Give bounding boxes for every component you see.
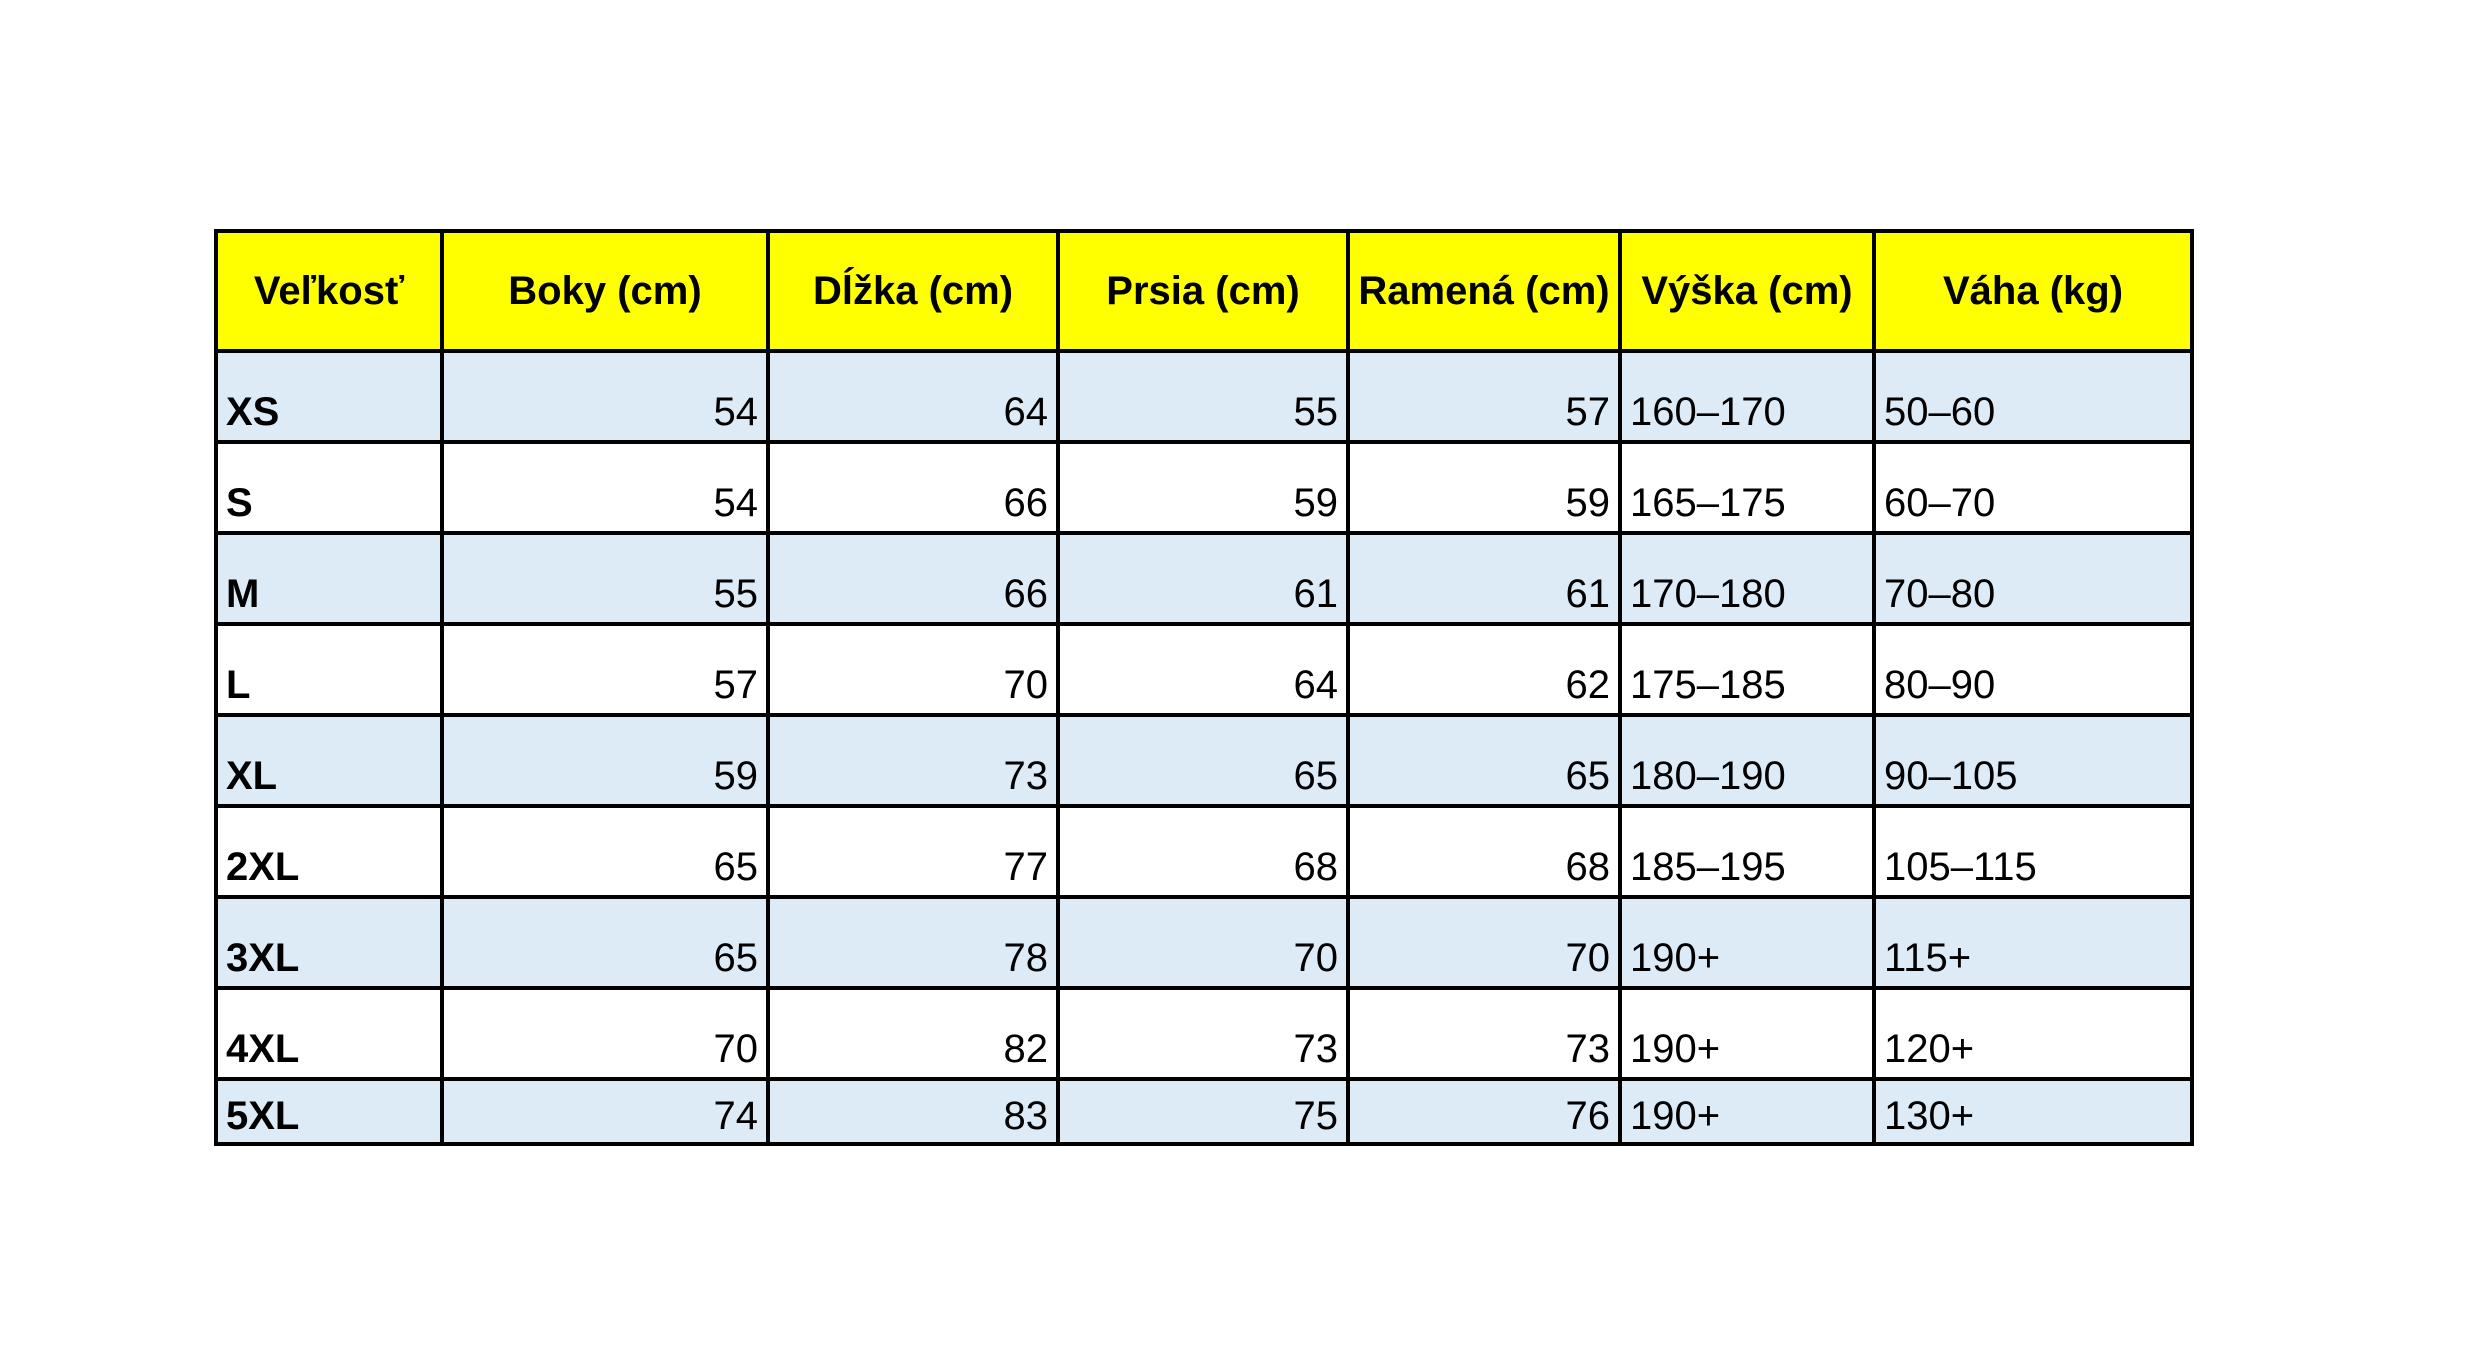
hips-cell: 54	[442, 442, 768, 533]
shoulders-cell: 61	[1348, 533, 1620, 624]
hips-cell: 57	[442, 624, 768, 715]
header-chest: Prsia (cm)	[1058, 231, 1348, 351]
length-cell: 73	[768, 715, 1058, 806]
hips-cell: 70	[442, 988, 768, 1079]
length-cell: 64	[768, 351, 1058, 442]
header-row	[216, 231, 2192, 351]
chest-cell: 68	[1058, 806, 1348, 897]
height-cell: 170–180	[1620, 533, 1874, 624]
size-cell: L	[216, 624, 442, 715]
header-height: Výška (cm)	[1620, 231, 1874, 351]
size-cell: 5XL	[216, 1079, 442, 1144]
shoulders-cell: 73	[1348, 988, 1620, 1079]
height-cell: 175–185	[1620, 624, 1874, 715]
table-row	[216, 442, 2192, 533]
height-cell: 190+	[1620, 897, 1874, 988]
weight-cell: 115+	[1874, 897, 2192, 988]
chest-cell: 61	[1058, 533, 1348, 624]
table-row	[216, 715, 2192, 806]
hips-cell: 59	[442, 715, 768, 806]
header-weight: Váha (kg)	[1874, 231, 2192, 351]
shoulders-cell: 57	[1348, 351, 1620, 442]
table-row	[216, 988, 2192, 1079]
table-row	[216, 1079, 2192, 1144]
length-cell: 66	[768, 533, 1058, 624]
height-cell: 180–190	[1620, 715, 1874, 806]
weight-cell: 90–105	[1874, 715, 2192, 806]
header-hips: Boky (cm)	[442, 231, 768, 351]
weight-cell: 60–70	[1874, 442, 2192, 533]
height-cell: 190+	[1620, 988, 1874, 1079]
chest-cell: 55	[1058, 351, 1348, 442]
chest-cell: 70	[1058, 897, 1348, 988]
hips-cell: 54	[442, 351, 768, 442]
hips-cell: 65	[442, 897, 768, 988]
height-cell: 160–170	[1620, 351, 1874, 442]
hips-cell: 55	[442, 533, 768, 624]
weight-cell: 120+	[1874, 988, 2192, 1079]
length-cell: 83	[768, 1079, 1058, 1144]
header-size: Veľkosť	[216, 231, 442, 351]
table-row	[216, 624, 2192, 715]
chest-cell: 64	[1058, 624, 1348, 715]
chest-cell: 73	[1058, 988, 1348, 1079]
length-cell: 70	[768, 624, 1058, 715]
hips-cell: 65	[442, 806, 768, 897]
table-row	[216, 533, 2192, 624]
length-cell: 66	[768, 442, 1058, 533]
shoulders-cell: 70	[1348, 897, 1620, 988]
chest-cell: 59	[1058, 442, 1348, 533]
size-cell: M	[216, 533, 442, 624]
table-row	[216, 351, 2192, 442]
shoulders-cell: 62	[1348, 624, 1620, 715]
size-cell: XS	[216, 351, 442, 442]
size-cell: XL	[216, 715, 442, 806]
weight-cell: 80–90	[1874, 624, 2192, 715]
hips-cell: 74	[442, 1079, 768, 1144]
length-cell: 78	[768, 897, 1058, 988]
weight-cell: 130+	[1874, 1079, 2192, 1144]
table-row	[216, 897, 2192, 988]
size-chart-table	[214, 229, 2194, 1146]
size-cell: 3XL	[216, 897, 442, 988]
weight-cell: 70–80	[1874, 533, 2192, 624]
shoulders-cell: 68	[1348, 806, 1620, 897]
height-cell: 190+	[1620, 1079, 1874, 1144]
table-row	[216, 806, 2192, 897]
length-cell: 82	[768, 988, 1058, 1079]
weight-cell: 50–60	[1874, 351, 2192, 442]
header-shoulders: Ramená (cm)	[1348, 231, 1620, 351]
shoulders-cell: 59	[1348, 442, 1620, 533]
weight-cell: 105–115	[1874, 806, 2192, 897]
shoulders-cell: 65	[1348, 715, 1620, 806]
height-cell: 185–195	[1620, 806, 1874, 897]
length-cell: 77	[768, 806, 1058, 897]
size-cell: 4XL	[216, 988, 442, 1079]
shoulders-cell: 76	[1348, 1079, 1620, 1144]
size-cell: S	[216, 442, 442, 533]
height-cell: 165–175	[1620, 442, 1874, 533]
chest-cell: 75	[1058, 1079, 1348, 1144]
size-cell: 2XL	[216, 806, 442, 897]
chest-cell: 65	[1058, 715, 1348, 806]
header-length: Dĺžka (cm)	[768, 231, 1058, 351]
